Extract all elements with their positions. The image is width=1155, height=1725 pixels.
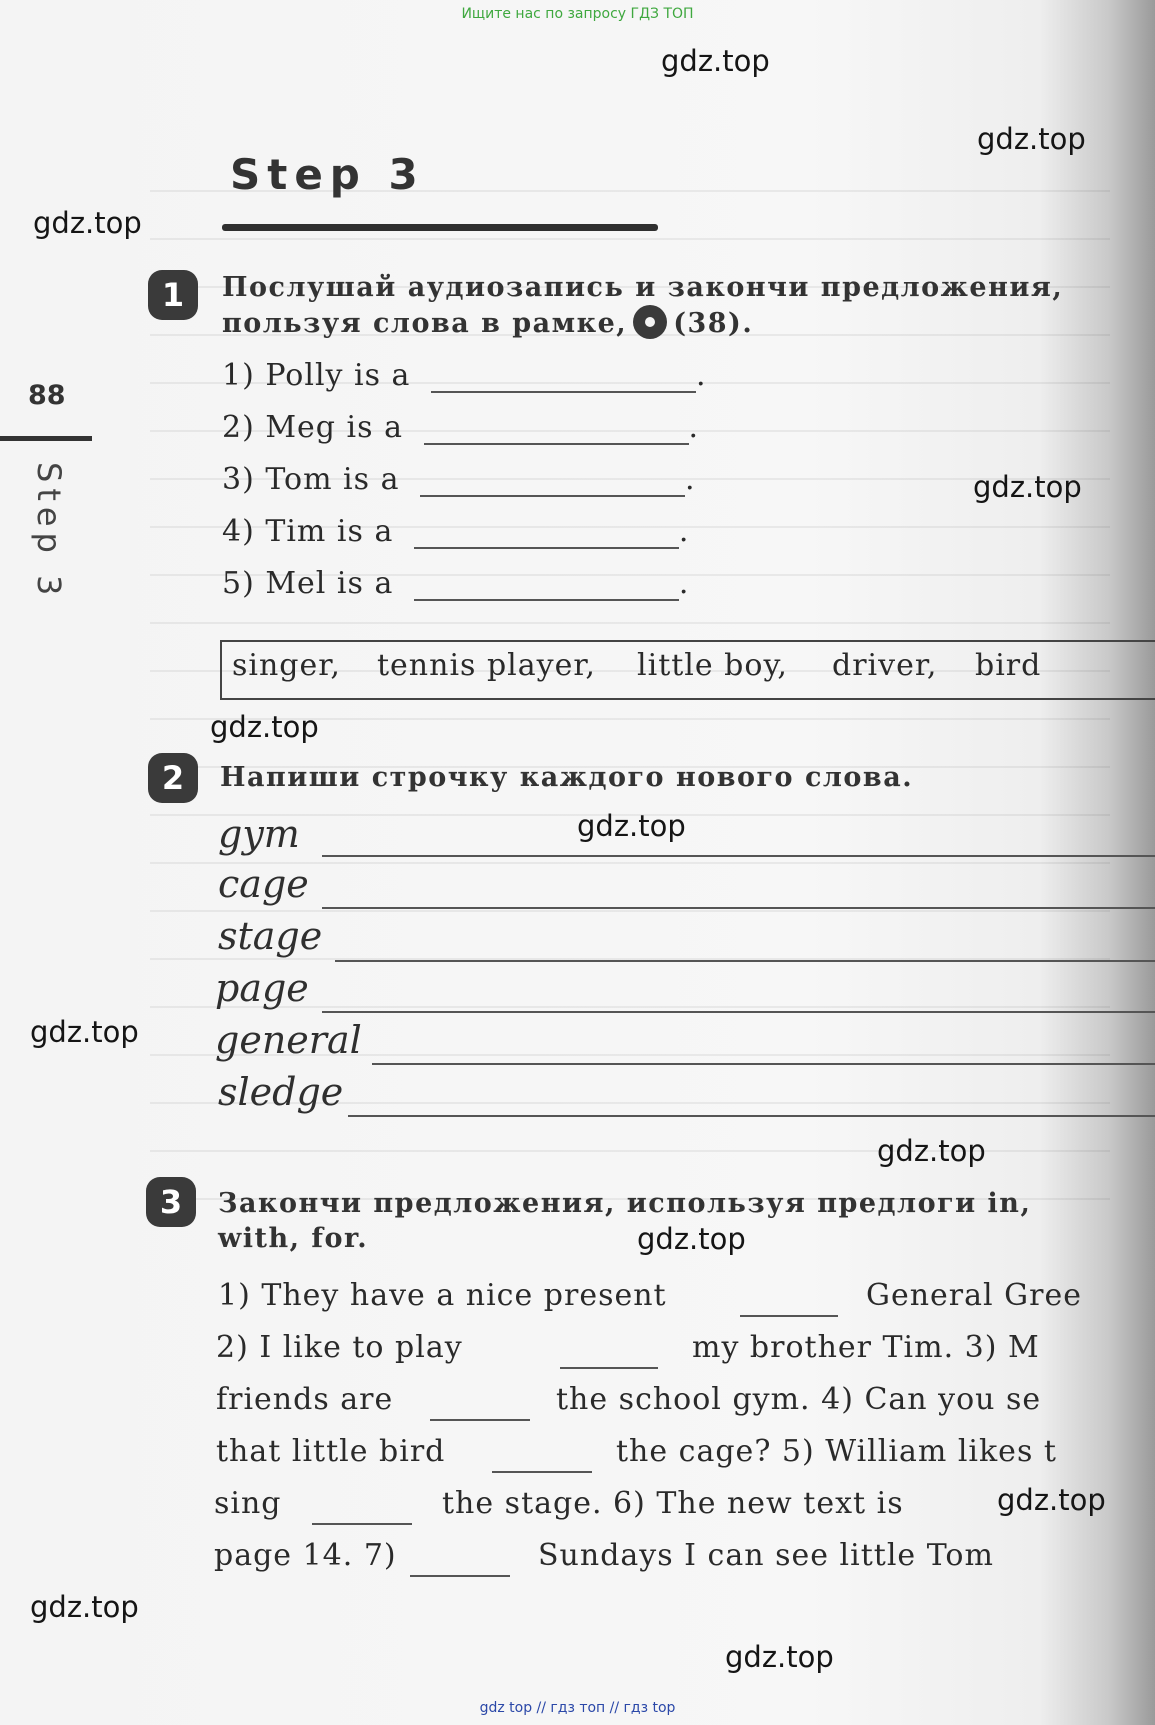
- exercise-1-instruction-line1: Послушай аудиозапись и закончи предложения,: [222, 272, 1064, 303]
- exercise-1-badge: 1: [148, 270, 198, 320]
- handwritten-word: gym: [218, 812, 300, 856]
- word-box-item: bird: [975, 648, 1042, 683]
- writing-line[interactable]: [322, 1011, 1155, 1013]
- sentence-text: 3) Tom is a: [222, 462, 400, 497]
- track-number: (38).: [673, 308, 754, 339]
- exercise-3-text: my brother Tim. 3) M: [692, 1330, 1040, 1365]
- answer-blank[interactable]: [414, 521, 679, 549]
- watermark: gdz.top: [30, 1590, 139, 1624]
- answer-blank[interactable]: [740, 1315, 838, 1317]
- bottom-watermark-note: gdz top // гдз топ // гдз top: [479, 1700, 676, 1716]
- audio-disc-icon: [633, 305, 667, 339]
- handwritten-word: cage: [218, 862, 309, 906]
- exercise-3-text: the stage. 6) The new text is: [442, 1486, 904, 1521]
- exercise-1-sentence: 4) Tim is a .: [222, 514, 690, 549]
- exercise-3-text: page 14. 7): [214, 1538, 397, 1573]
- word-box-item: tennis player,: [377, 648, 596, 683]
- handwritten-word: general: [215, 1018, 362, 1062]
- writing-line[interactable]: [372, 1063, 1155, 1065]
- answer-blank[interactable]: [414, 573, 679, 601]
- watermark: gdz.top: [210, 710, 319, 744]
- side-step-label: Step 3: [30, 462, 68, 602]
- exercise-3-badge: 3: [146, 1177, 196, 1227]
- exercise-3-instruction-line2: with, for.: [218, 1223, 369, 1254]
- writing-line[interactable]: [335, 960, 1155, 962]
- exercise-3-text: Sundays I can see little Tom: [538, 1538, 994, 1573]
- exercise-1-sentence: 1) Polly is a .: [222, 358, 707, 393]
- watermark: gdz.top: [725, 1640, 834, 1674]
- sentence-text: 4) Tim is a: [222, 514, 394, 549]
- answer-blank[interactable]: [492, 1471, 592, 1473]
- exercise-1-instruction-line2: [222, 305, 753, 341]
- exercise-1-sentence: 2) Meg is a .: [222, 410, 700, 445]
- exercise-1-sentence: 3) Tom is a .: [222, 462, 696, 497]
- exercise-3-text: friends are: [216, 1382, 394, 1417]
- watermark: gdz.top: [973, 470, 1082, 504]
- sentence-text: 2) Meg is a: [222, 410, 403, 445]
- writing-line[interactable]: [322, 907, 1155, 909]
- exercise-1-sentence: 5) Mel is a .: [222, 566, 690, 601]
- writing-line[interactable]: [322, 855, 1155, 857]
- watermark: gdz.top: [637, 1222, 746, 1256]
- page-title: Step 3: [230, 150, 425, 199]
- watermark: gdz.top: [30, 1015, 139, 1049]
- instruction-text: пользуя слова в рамке,: [222, 308, 628, 339]
- exercise-3-text: 1) They have a nice present: [218, 1278, 667, 1313]
- handwritten-word: sledge: [218, 1070, 344, 1114]
- answer-blank[interactable]: [430, 1419, 530, 1421]
- exercise-3-text: 2) I like to play: [216, 1330, 463, 1365]
- side-divider: [0, 436, 92, 441]
- exercise-3-text: the cage? 5) William likes t: [616, 1434, 1057, 1469]
- sentence-text: 5) Mel is a: [222, 566, 394, 601]
- word-box-item: driver,: [832, 648, 938, 683]
- top-search-note: Ищите нас по запросу ГДЗ ТОП: [461, 6, 694, 22]
- exercise-3-instruction-line1: Закончи предложения, используя предлоги in,: [218, 1188, 1032, 1219]
- writing-line[interactable]: [348, 1115, 1155, 1117]
- exercise-2-badge: 2: [148, 753, 198, 803]
- sentence-text: 1) Polly is a: [222, 358, 411, 393]
- answer-blank[interactable]: [312, 1523, 412, 1525]
- word-box-item: little boy,: [637, 648, 788, 683]
- title-underline: [222, 224, 658, 231]
- handwritten-word: page: [215, 966, 309, 1010]
- handwritten-word: stage: [218, 914, 323, 958]
- answer-blank[interactable]: [560, 1367, 658, 1369]
- watermark: gdz.top: [997, 1483, 1106, 1517]
- exercise-3-text: General Gree: [866, 1278, 1082, 1313]
- answer-blank[interactable]: [424, 417, 689, 445]
- watermark: gdz.top: [33, 206, 142, 240]
- watermark: gdz.top: [977, 122, 1086, 156]
- word-box-item: singer,: [232, 648, 341, 683]
- answer-blank[interactable]: [420, 469, 685, 497]
- exercise-2-instruction: Напиши строчку каждого нового слова.: [220, 762, 914, 793]
- watermark: gdz.top: [577, 809, 686, 843]
- answer-blank[interactable]: [410, 1575, 510, 1577]
- exercise-3-text: the school gym. 4) Can you se: [556, 1382, 1042, 1417]
- exercise-3-text: sing: [214, 1486, 282, 1521]
- page-number: 88: [28, 380, 66, 411]
- watermark: gdz.top: [877, 1134, 986, 1168]
- exercise-3-text: that little bird: [216, 1434, 446, 1469]
- watermark: gdz.top: [661, 44, 770, 78]
- answer-blank[interactable]: [431, 365, 696, 393]
